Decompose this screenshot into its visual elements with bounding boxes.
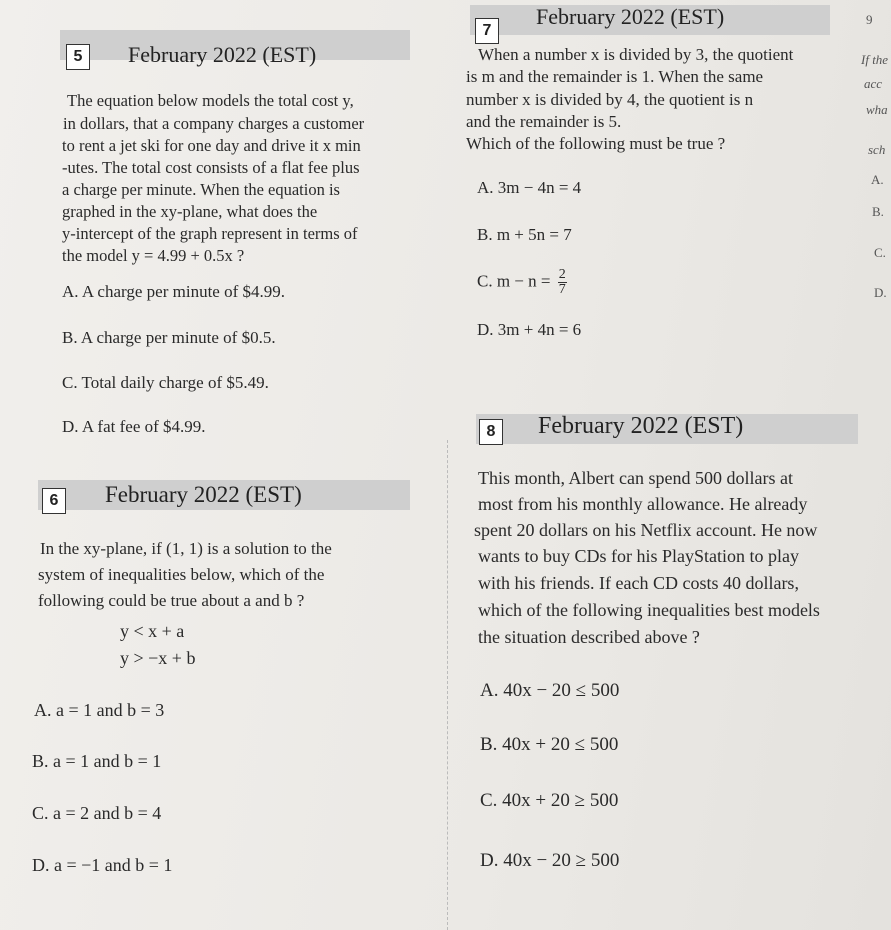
q8-text-line-5: with his friends. If each CD costs 40 dollars,: [478, 573, 799, 593]
q7-choice-c-numerator: 2: [558, 267, 566, 282]
q9-fragment-2: acc: [864, 76, 883, 91]
q6-text-line-1: In the xy-plane, if (1, 1) is a solution to the: [40, 539, 332, 558]
q5-choice-c[interactable]: C. Total daily charge of $5.49.: [62, 373, 269, 392]
q8-text-line-2: most from his monthly allowance. He already: [478, 494, 808, 514]
q7-choice-c-denominator: 7: [558, 282, 566, 297]
q7-header-title: February 2022 (EST): [536, 4, 725, 29]
q6-text-line-3: following could be true about a and b ?: [38, 591, 305, 610]
q5-text-line-2: in dollars, that a company charges a customer: [63, 114, 365, 133]
q7-choice-c[interactable]: [477, 268, 567, 297]
q6-choice-c[interactable]: C. a = 2 and b = 4: [32, 803, 162, 823]
q5-text-line-6: graphed in the xy-plane, what does the: [62, 202, 318, 221]
q9-fragment-6: B.: [872, 204, 884, 219]
q8-header-title: February 2022 (EST): [538, 413, 744, 439]
q9-number-fragment: 9: [866, 12, 873, 27]
q9-fragment-5: A.: [871, 172, 884, 187]
q6-system-line-1: y < x + a: [120, 621, 185, 641]
q8-choice-a[interactable]: A. 40x − 20 ≤ 500: [480, 680, 620, 701]
q6-system-line-2: y > −x + b: [120, 648, 196, 668]
q5-choice-d[interactable]: D. A fat fee of $4.99.: [62, 417, 206, 436]
q9-fragment-7: C.: [874, 245, 886, 260]
q9-fragment-3: wha: [866, 102, 888, 117]
q7-text-line-4: and the remainder is 5.: [466, 112, 622, 131]
q6-header-title: February 2022 (EST): [105, 482, 302, 507]
q7-choice-d[interactable]: D. 3m + 4n = 6: [477, 320, 582, 339]
q8-text-line-3: spent 20 dollars on his Netflix account. He now: [474, 520, 818, 540]
q8-text-line-6: which of the following inequalities best models: [478, 600, 820, 620]
q5-header-title: February 2022 (EST): [128, 42, 317, 67]
q5-text-line-3: to rent a jet ski for one day and drive it x min: [62, 136, 361, 155]
q7-number-box: 7: [475, 18, 499, 44]
q6-number-box: 6: [42, 488, 66, 514]
q8-choice-b[interactable]: B. 40x + 20 ≤ 500: [480, 734, 619, 755]
q5-text-line-4: -utes. The total cost consists of a flat fee plus: [62, 158, 360, 177]
q8-number-box: 8: [479, 419, 503, 445]
q6-text-line-2: system of inequalities below, which of the: [38, 565, 325, 584]
q8-text-line-1: This month, Albert can spend 500 dollars at: [478, 468, 793, 488]
q5-choice-b[interactable]: B. A charge per minute of $0.5.: [62, 328, 276, 347]
column-divider: [447, 440, 448, 930]
q9-fragment-4: sch: [868, 142, 886, 157]
q7-choice-a[interactable]: A. 3m − 4n = 4: [477, 178, 582, 197]
q8-text-line-4: wants to buy CDs for his PlayStation to play: [478, 546, 799, 566]
q8-choice-c[interactable]: C. 40x + 20 ≥ 500: [480, 790, 619, 811]
q9-fragment-1: If the: [861, 52, 889, 67]
q7-text-line-1: When a number x is divided by 3, the quotient: [478, 45, 794, 64]
q5-text-line-1: The equation below models the total cost y,: [67, 91, 354, 110]
q7-text-line-3: number x is divided by 4, the quotient is n: [466, 90, 754, 109]
q8-choice-d[interactable]: D. 40x − 20 ≥ 500: [480, 850, 620, 871]
q5-choice-a[interactable]: A. A charge per minute of $4.99.: [62, 282, 286, 301]
q6-choice-a[interactable]: A. a = 1 and b = 3: [34, 700, 165, 720]
q7-choice-b[interactable]: B. m + 5n = 7: [477, 225, 572, 244]
q5-text-line-5: a charge per minute. When the equation is: [62, 180, 340, 199]
q6-choice-b[interactable]: B. a = 1 and b = 1: [32, 751, 162, 771]
q5-number-box: 5: [66, 44, 90, 70]
q7-choice-c-prefix: C. m − n =: [477, 271, 551, 291]
q6-choice-d[interactable]: D. a = −1 and b = 1: [32, 855, 173, 875]
q9-fragment-8: D.: [874, 285, 887, 300]
q7-text-line-2: is m and the remainder is 1. When the same: [466, 67, 764, 86]
q5-text-line-8: the model y = 4.99 + 0.5x ?: [62, 246, 245, 265]
q7-choice-c-fraction: [558, 268, 567, 297]
q8-text-line-7: the situation described above ?: [478, 627, 700, 647]
q7-text-line-5: Which of the following must be true ?: [466, 134, 726, 153]
q5-text-line-7: y-intercept of the graph represent in terms of: [62, 224, 358, 243]
